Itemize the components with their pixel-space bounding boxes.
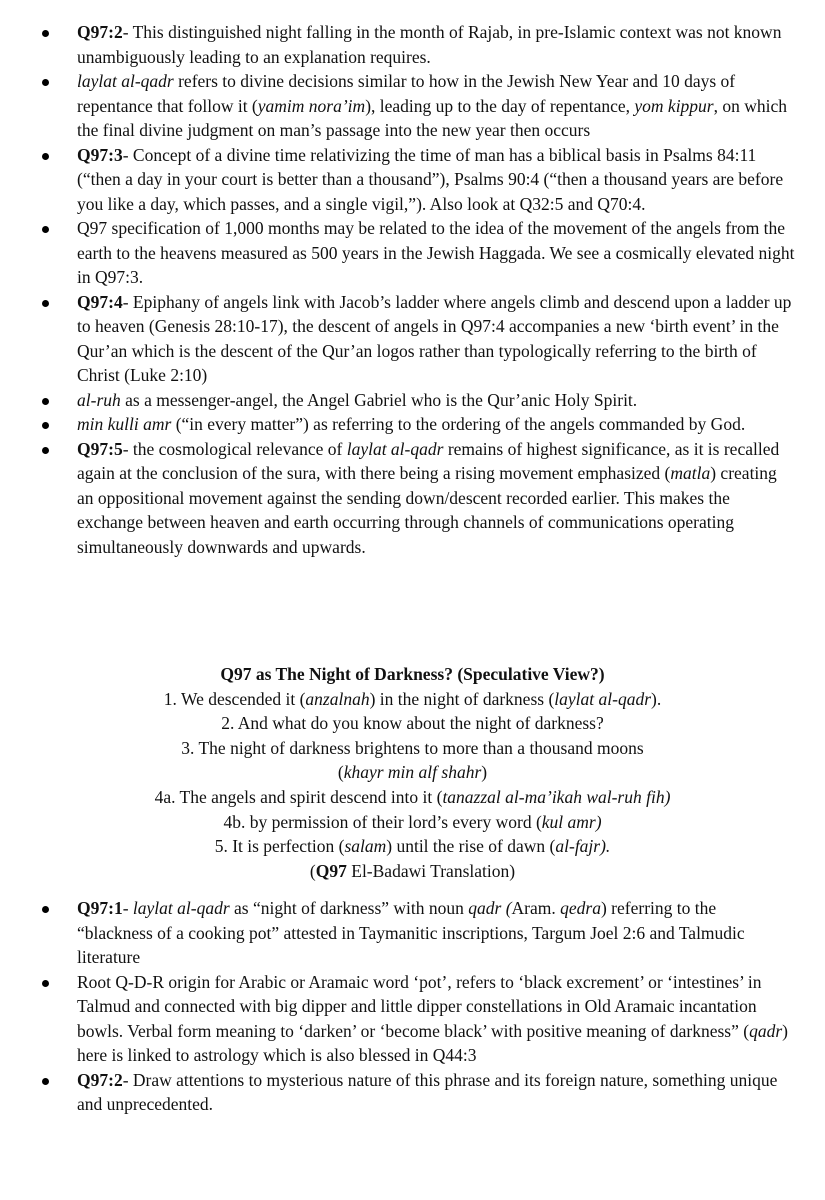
transliteration-text: laylat al-qadr <box>554 688 652 709</box>
transliteration-text: min kulli amr <box>77 414 172 434</box>
bullet-item <box>0 290 825 388</box>
text-run: (“in every matter”) as referring to the ordering of the angels commanded by God. <box>171 414 746 434</box>
text-run: Aram. <box>511 898 561 918</box>
text-run: remains of highest significance, as it is recalled again at the conclusion of the sura, with there being a rising movement emphasized ( <box>77 438 780 483</box>
text-run: 4b. by permission of their lord’s every word ( <box>223 811 542 832</box>
bullet-icon <box>42 226 49 233</box>
translation-line <box>0 711 825 736</box>
transliteration-text: laylat al-qadr <box>132 898 230 918</box>
translation-lines <box>0 687 825 884</box>
bullet-item <box>0 216 825 290</box>
bullet-item <box>0 20 825 69</box>
transliteration-text: tanazzal al-ma’ikah wal-ruh fih) <box>442 786 671 807</box>
text-run: Root Q-D-R origin for Arabic or Aramaic word ‘pot’, refers to ‘black excrement’ or ‘intestines’ in Talmud and connected with big dipper and little dipper constellations in Old Aramaic incantation bowls. Verbal form meaning to ‘darken’ or ‘become black’ with positive meaning of darkness” ( <box>77 971 762 1041</box>
text-run: refers to divine decisions similar to how in the Jewish New Year and 10 days of repentance that follow it ( <box>77 71 736 116</box>
translation-line <box>0 834 825 859</box>
transliteration-text: matla <box>670 463 711 483</box>
translation-line <box>0 810 825 835</box>
text-run: El-Badawi Translation) <box>346 860 516 881</box>
bullet-icon <box>42 30 49 37</box>
translation-line <box>0 785 825 810</box>
bullet-icon <box>42 1078 49 1085</box>
bullet-icon <box>42 447 49 454</box>
bullet-item <box>0 970 825 1068</box>
verse-reference: Q97:3 <box>77 144 123 165</box>
bullet-icon <box>42 79 49 86</box>
transliteration-text: anzalnah <box>305 688 370 709</box>
text-run: - Epiphany of angels link with Jacob’s ladder where angels climb and descend upon a ladder up to heaven (Genesis 28:10-17), the descent of angels in Q97:4 accompanies a new ‘birth event’ in the Qur’an which is the descent of the Qur’an logos rather than typologically referring to the birth of Christ (Luke 2:10) <box>77 291 792 385</box>
transliteration-text: khayr min alf shahr <box>343 762 482 783</box>
bullet-icon <box>42 300 49 307</box>
text-run: 1. We descended it ( <box>163 688 306 709</box>
text-run: - <box>122 898 133 918</box>
translation-line <box>0 859 825 884</box>
text-run: as “night of darkness” with noun <box>229 898 469 918</box>
bullet-icon <box>42 398 49 405</box>
bullet-list-commentary <box>0 20 825 559</box>
transliteration-text: yom kippur <box>634 95 714 116</box>
verse-reference: Q97:1 <box>77 898 123 918</box>
transliteration-text: kul amr) <box>541 811 602 832</box>
section-heading: Q97 as The Night of Darkness? (Speculative View?) <box>220 664 605 684</box>
transliteration-text: laylat al-qadr <box>77 71 174 91</box>
bullet-item <box>0 1068 825 1117</box>
transliteration-text: al-fajr). <box>555 836 611 857</box>
bullet-item <box>0 896 825 970</box>
bullet-icon <box>42 153 49 160</box>
text-run: ( <box>337 762 344 783</box>
translation-line <box>0 736 825 761</box>
bullet-icon <box>42 906 49 913</box>
translation-line <box>0 760 825 785</box>
text-run: - Concept of a divine time relativizing the time of man has a biblical basis in Psalms 84:11 (“then a day in your court is better than a thousand”), Psalms 90:4 (“then a thousand years are before you like a day, which passes, and a single vigil,”). Also look at Q32:5 and Q70:4. <box>77 144 784 214</box>
bullet-icon <box>42 422 49 429</box>
verse-reference: Q97:4 <box>77 291 123 312</box>
translation-block <box>0 662 825 883</box>
bullet-item <box>0 437 825 560</box>
text-run: ) here is linked to astrology which is also blessed in Q44:3 <box>77 1020 788 1065</box>
text-run: - the cosmological relevance of <box>122 438 347 459</box>
text-run: ( <box>309 860 316 881</box>
bullet-item <box>0 143 825 217</box>
transliteration-text: al-ruh <box>77 389 121 410</box>
text-run: ) in the night of darkness ( <box>369 688 555 709</box>
text-run: ) creating an oppositional movement against the sending down/descent recorded earlier. This makes the exchange between heaven and earth occurring through channels of communications operating simultaneously downwards and upwards. <box>77 463 777 557</box>
verse-reference: Q97 <box>315 860 347 881</box>
bullet-item <box>0 412 825 437</box>
bullet-item <box>0 388 825 413</box>
verse-reference: Q97:2 <box>77 1069 123 1090</box>
translation-line <box>0 687 825 712</box>
text-run: , on which the final divine judgment on man’s passage into the new year then occurs <box>77 95 788 140</box>
text-run: ). <box>651 688 662 709</box>
text-run: 4a. The angels and spirit descend into it ( <box>154 786 443 807</box>
transliteration-text: salam <box>344 836 387 857</box>
text-run: 5. It is perfection ( <box>214 836 345 857</box>
text-run: - Draw attentions to mysterious nature of this phrase and its foreign nature, something unique and unprecedented. <box>77 1069 778 1114</box>
transliteration-text: qadr ( <box>468 898 512 918</box>
text-run: - This distinguished night falling in the month of Rajab, in pre-Islamic context was not known unambiguously leading to an explanation requires. <box>77 22 782 67</box>
transliteration-text: qadr <box>749 1020 783 1041</box>
text-run: Q97 specification of 1,000 months may be related to the idea of the movement of the angels from the earth to the heavens measured as 500 years in the Jewish Haggada. We see a cosmically elevated night in Q97:3. <box>77 218 795 287</box>
transliteration-text: laylat al-qadr <box>346 438 444 459</box>
bullet-list-darkness <box>0 896 825 1117</box>
text-run: 3. The night of darkness brightens to more than a thousand moons <box>181 737 644 758</box>
text-run: ) until the rise of dawn ( <box>386 836 556 857</box>
text-run: ) referring to the “blackness of a cooking pot” attested in Taymanitic inscriptions, Targum Joel 2:6 and Talmudic literature <box>77 898 745 967</box>
transliteration-text: yamim nora’im <box>257 95 366 116</box>
text-run: ), leading up to the day of repentance, <box>365 95 635 116</box>
bullet-icon <box>42 980 49 987</box>
text-run: as a messenger-angel, the Angel Gabriel who is the Qur’anic Holy Spirit. <box>120 389 638 410</box>
transliteration-text: qedra <box>560 898 601 918</box>
verse-reference: Q97:2 <box>77 22 123 42</box>
verse-reference: Q97:5 <box>77 438 123 459</box>
text-run: 2. And what do you know about the night of darkness? <box>221 713 604 734</box>
text-run: ) <box>481 762 488 783</box>
bullet-item <box>0 69 825 143</box>
